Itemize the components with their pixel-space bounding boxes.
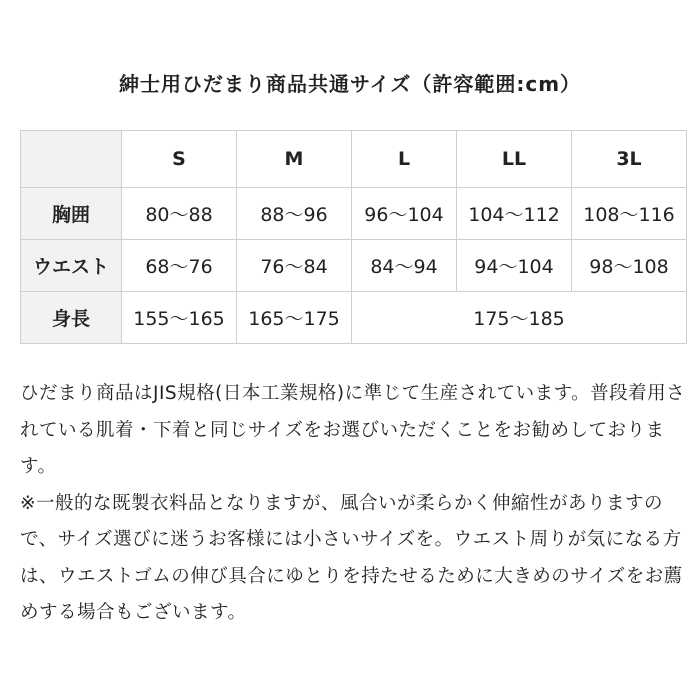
table-header-row [21, 131, 687, 188]
table-cell: 94～104 [457, 240, 572, 292]
table-cell: 104～112 [457, 188, 572, 240]
note-paragraph: ひだまり商品はJIS規格(日本工業規格)に準じて生産されています。普段着用されている肌着・下着と同じサイズをお選びいただくことをお勧めしております。 [20, 383, 686, 477]
row-label-height: 身長 [21, 292, 122, 344]
size-header-3l: 3L [572, 131, 687, 188]
table-corner-cell [21, 131, 122, 188]
table-cell: 108～116 [572, 188, 687, 240]
size-header-s: S [122, 131, 237, 188]
table-cell: 68～76 [122, 240, 237, 292]
table-cell: 165～175 [237, 292, 352, 344]
table-cell: 76～84 [237, 240, 352, 292]
table-row-chest [21, 188, 687, 240]
table-cell-merged: 175～185 [352, 292, 687, 344]
table-cell: 88～96 [237, 188, 352, 240]
table-cell: 96～104 [352, 188, 457, 240]
row-label-chest: 胸囲 [21, 188, 122, 240]
size-notes [20, 376, 686, 632]
size-header-ll: LL [457, 131, 572, 188]
disclaimer-paragraph: ※一般的な既製衣料品となりますが、風合いが柔らかく伸縮性がありますので、サイズ選びに迷うお客様には小さいサイズを。ウエスト周りが気になる方は、ウエストゴムの伸び具合にゆとりを持たせるために大きめのサイズをお薦めする場合もございます。 [20, 492, 683, 623]
table-cell: 155～165 [122, 292, 237, 344]
page-title: 紳士用ひだまり商品共通サイズ（許容範囲:cm） [118, 72, 582, 96]
size-table [20, 130, 687, 344]
table-row-waist [21, 240, 687, 292]
row-label-waist: ウエスト [21, 240, 122, 292]
table-cell: 80～88 [122, 188, 237, 240]
size-header-m: M [237, 131, 352, 188]
table-row-height [21, 292, 687, 344]
table-cell: 98～108 [572, 240, 687, 292]
table-cell: 84～94 [352, 240, 457, 292]
size-header-l: L [352, 131, 457, 188]
